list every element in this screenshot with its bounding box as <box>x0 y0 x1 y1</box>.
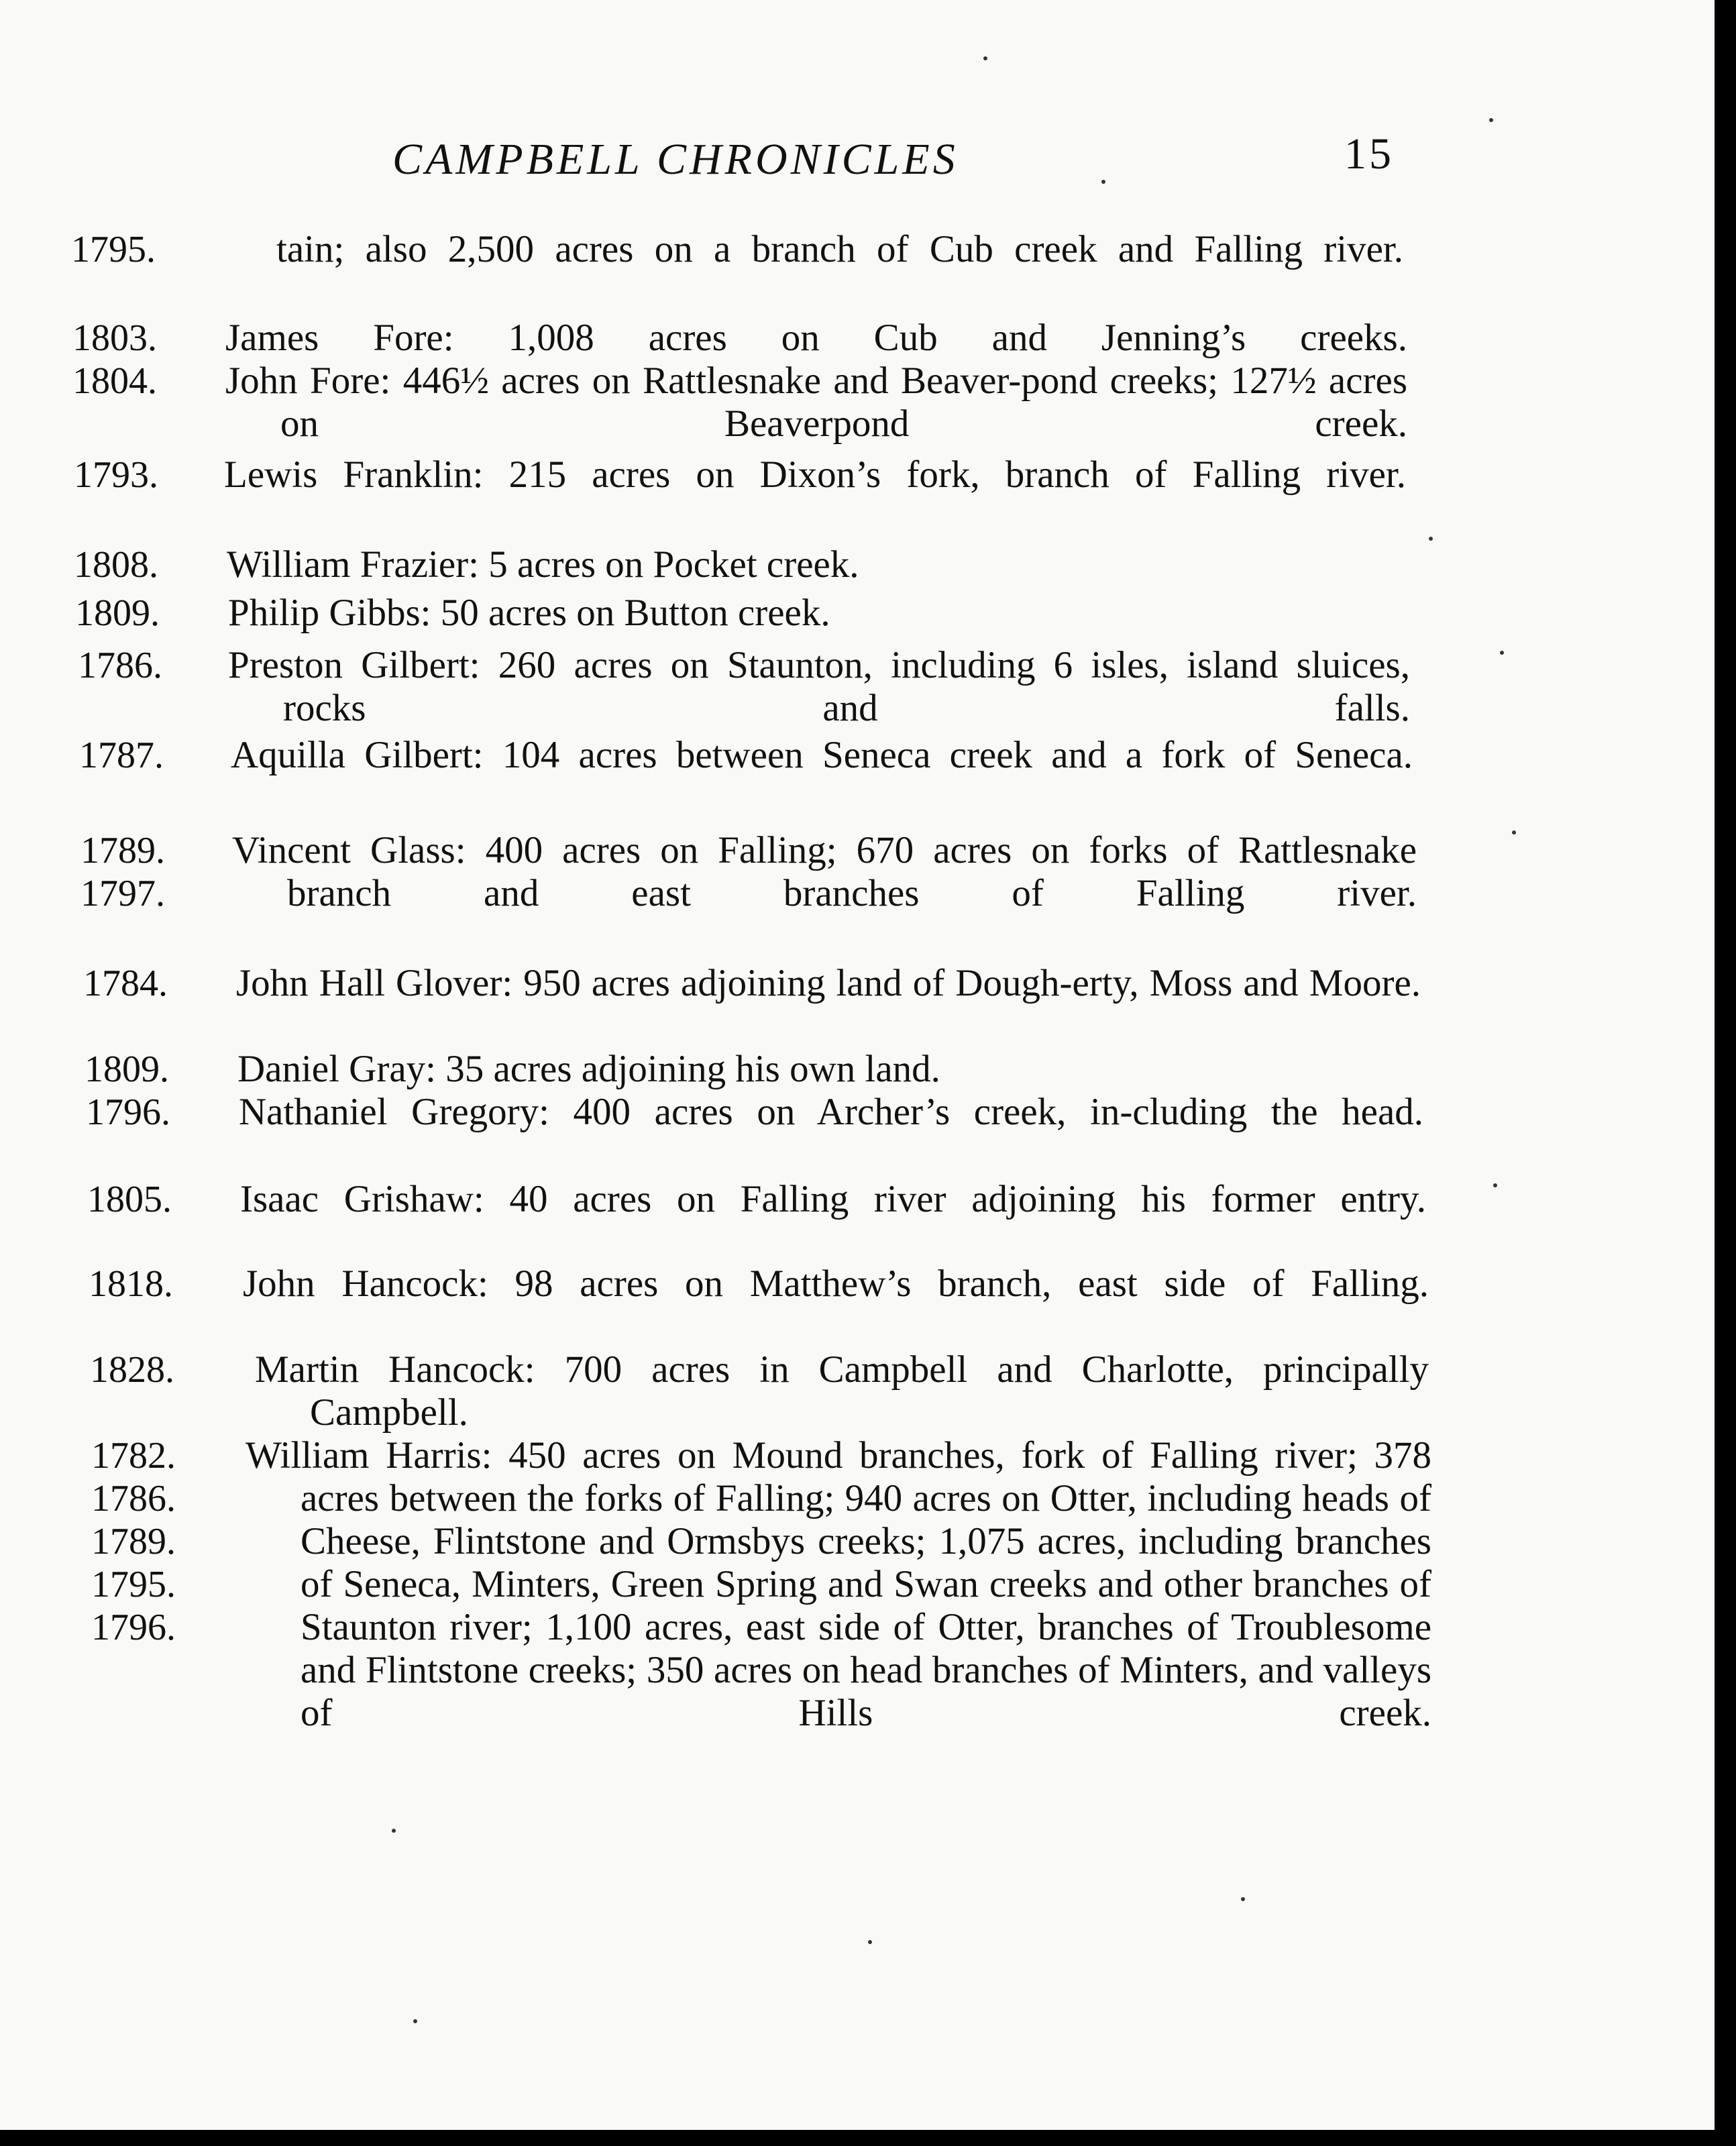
entry-year: 1808. <box>74 544 158 586</box>
entry-text: Vincent Glass: 400 acres on Falling; 670 acres on forks of Rattlesnake branch and east branches of Falling river. <box>232 829 1417 914</box>
scan-speck <box>392 1829 396 1833</box>
entry-year: 1782. <box>91 1435 176 1477</box>
entry-year: 1797. <box>80 873 165 914</box>
entry-text: John Hall Glover: 950 acres adjoining land of Dough-erty, Moss and Moore. <box>236 962 1421 1004</box>
entry-year: 1786. <box>78 645 162 686</box>
scan-speck <box>1493 1183 1497 1187</box>
entry-year: 1803. <box>72 317 157 359</box>
entry-year: 1786. <box>91 1478 176 1519</box>
scan-speck <box>1429 537 1433 541</box>
entry-year: 1795. <box>71 229 156 270</box>
scan-speck <box>1512 830 1516 835</box>
entry-year: 1809. <box>85 1049 169 1090</box>
scan-speck <box>413 2019 417 2023</box>
entry-year: 1795. <box>91 1564 176 1605</box>
entry-text: Aquilla Gilbert: 104 acres between Seneca creek and a fork of Seneca. <box>231 734 1413 776</box>
scan-speck <box>1489 118 1493 122</box>
entry-text: Preston Gilbert: 260 acres on Staunton, including 6 isles, island sluices, rocks and falls. <box>228 644 1410 729</box>
entry-text: John Fore: 446½ acres on Rattlesnake and Beaver-pond creeks; 127½ acres on Beaverpond creek. <box>225 360 1407 445</box>
scan-speck <box>1241 1897 1245 1901</box>
scan-speck <box>1101 180 1105 184</box>
scan-speck <box>1500 651 1504 655</box>
entry-year: 1828. <box>90 1349 174 1391</box>
entry-year: 1793. <box>74 454 158 496</box>
entry-text: William Frazier: 5 acres on Pocket creek. <box>227 543 859 586</box>
entry-text: Lewis Franklin: 215 acres on Dixon’s fork, branch of Falling river. <box>224 453 1406 496</box>
entry-text: John Hancock: 98 acres on Matthew’s branch, east side of Falling. <box>243 1263 1429 1305</box>
entry-text: Isaac Grishaw: 40 acres on Falling river adjoining his former entry. <box>240 1178 1426 1220</box>
entry-text: Daniel Gray: 35 acres adjoining his own land. <box>237 1048 940 1090</box>
entry-year: 1809. <box>75 592 160 634</box>
entry-year: 1784. <box>83 963 168 1004</box>
entry-year: 1787. <box>79 735 164 776</box>
entry-text: tain; also 2,500 acres on a branch of Cub creek and Falling river. <box>276 228 1403 270</box>
entry-year: 1796. <box>91 1607 176 1648</box>
entry-year: 1789. <box>80 830 165 871</box>
entry-year: 1804. <box>72 360 157 402</box>
page-number: 15 <box>1344 129 1394 178</box>
entry-text: William Harris: 450 acres on Mound branches, fork of Falling river; 378 acres between the forks of Falling; 940 acres on Otter, including heads of Cheese, Flintstone and Ormsbys creeks; 1,075 acres, including branches of Seneca, Minters, Green Spring and Swan creeks and other branches of Staunton river; 1,100 acres, east side of Otter, branches of Troublesome and Flintstone creeks; 350 acres on head branches of Minters, and valleys of Hills creek. <box>246 1434 1431 1734</box>
entry-text: Philip Gibbs: 50 acres on Button creek. <box>228 592 830 634</box>
entry-text: Martin Hancock: 700 acres in Campbell and Charlotte, principally Campbell. <box>255 1348 1429 1434</box>
entry-year: 1818. <box>89 1263 173 1305</box>
running-head-title: CAMPBELL CHRONICLES <box>392 135 959 184</box>
entry-text: Nathaniel Gregory: 400 acres on Archer’s creek, in-cluding the head. <box>239 1091 1423 1133</box>
scan-speck <box>983 56 987 60</box>
entry-year: 1796. <box>86 1091 170 1133</box>
scan-speck <box>868 1940 872 1944</box>
entry-year: 1805. <box>87 1179 172 1220</box>
entry-text: James Fore: 1,008 acres on Cub and Jenning’s creeks. <box>225 317 1407 359</box>
entry-year: 1789. <box>91 1521 176 1562</box>
